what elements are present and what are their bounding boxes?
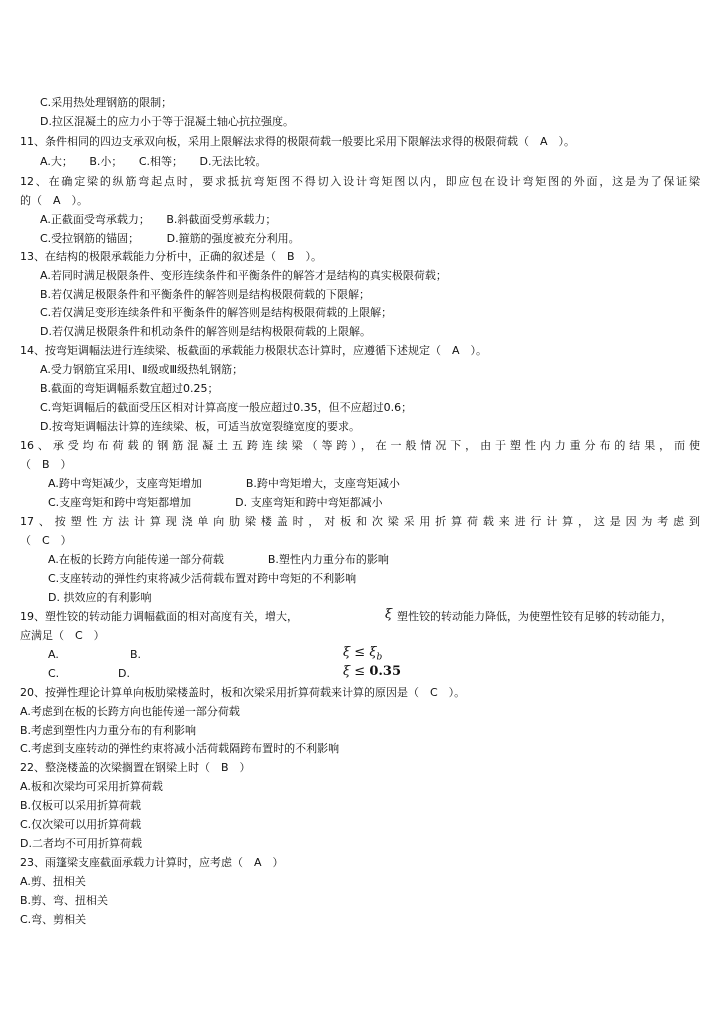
text-line: C.仅次梁可以用折算荷载 [20, 818, 142, 831]
text-line: B.考虑到塑性内力重分布的有利影响 [20, 724, 197, 737]
text-line: C.若仅满足变形连续条件和平衡条件的解答则是结构极限荷载的上限解； [40, 306, 393, 319]
text-line: D.拉区混凝土的应力小于等于混凝土轴心抗拉强度。 [40, 115, 294, 128]
option-c: C. [48, 667, 60, 680]
option-a: A. [48, 648, 59, 661]
text-line: A.若同时满足极限条件、变形连续条件和平衡条件的解答才是结构的真实极限荷载； [40, 269, 447, 282]
question-23: 23、雨篷梁支座截面承载力计算时，应考虑（ A ） [20, 856, 284, 869]
option-d: D. [118, 667, 130, 680]
question-13: 13、在结构的极限承载能力分析中，正确的叙述是（ B ）。 [20, 250, 323, 263]
text-line: 塑性铰的转动能力降低，为使塑性铰有足够的转动能力， [397, 610, 672, 623]
option-b: B. [130, 648, 142, 661]
text-line: （ C ） [20, 534, 72, 547]
formula-d: ξ ≤ 0.35 [343, 664, 401, 679]
text-line: C.采用热处理钢筋的限制； [40, 96, 173, 109]
text-line: B.仅板可以采用折算荷载 [20, 799, 142, 812]
question-17: 17、按塑性方法计算现浇单向肋梁楼盖时，对板和次梁采用折算荷载来进行计算，这是因为考虑到 [20, 515, 700, 528]
text-line: A.受力钢筋宜采用Ⅰ、Ⅱ级或Ⅲ级热轧钢筋； [40, 363, 244, 376]
text-line: C.支座弯矩和跨中弯矩都增加 D. 支座弯矩和跨中弯矩都减小 [48, 496, 383, 509]
text-line: B.截面的弯矩调幅系数宜超过0.25； [40, 382, 219, 395]
text-line: A.在板的长跨方向能传递一部分荷载 B.塑性内力重分布的影响 [48, 553, 389, 566]
question-22: 22、整浇楼盖的次梁搁置在钢梁上时（ B ） [20, 761, 251, 774]
xi-symbol: ξ [385, 607, 393, 622]
text-line: C.考虑到支座转动的弹性约束将减小活荷载隔跨布置时的不利影响 [20, 742, 340, 755]
question-14: 14、按弯矩调幅法进行连续梁、板截面的承载能力极限状态计算时，应遵循下述规定（ A ）。 [20, 344, 488, 357]
text-line: 应满足（ C ） [20, 629, 105, 642]
text-line: 的（ A ）。 [20, 194, 89, 207]
formula-b: $\xi \le \xi_b$ [343, 645, 383, 663]
text-line: A.正截面受弯承载力； B.斜截面受剪承载力； [40, 213, 277, 226]
question-20: 20、按弹性理论计算单向板肋梁楼盖时，板和次梁采用折算荷载来计算的原因是（ C ）。 [20, 686, 466, 699]
question-19: 19、塑性铰的转动能力调幅截面的相对高度有关，增大， [20, 610, 298, 623]
text-line: B.剪、弯、扭相关 [20, 894, 109, 907]
text-line: C.支座转动的弹性约束将减少活荷载布置对跨中弯矩的不利影响 [48, 572, 357, 585]
question-16: 16、承受均布荷载的钢筋混凝土五跨连续梁（等跨），在一般情况下，由于塑性内力重分布的结果，而使 [20, 439, 700, 452]
text-line: D.若仅满足极限条件和机动条件的解答则是结构极限荷载的上限解。 [40, 325, 371, 338]
text-line: A.跨中弯矩减少，支座弯矩增加 B.跨中弯矩增大，支座弯矩减小 [48, 477, 400, 490]
text-line: D.二者均不可用折算荷载 [20, 837, 142, 850]
text-line: A.剪、扭相关 [20, 875, 86, 888]
text-line: C.弯、剪相关 [20, 913, 87, 926]
text-line: A.考虑到在板的长跨方向也能传递一部分荷载 [20, 705, 240, 718]
text-line: C.受拉钢筋的锚固； D.箍筋的强度被充分利用。 [40, 232, 300, 245]
question-12: 12、在确定梁的纵筋弯起点时，要求抵抗弯矩图不得切入设计弯矩图以内，即应包在设计弯矩图的外面，这是为了保证梁 [20, 175, 700, 188]
text-line: B.若仅满足极限条件和平衡条件的解答则是结构极限荷载的下限解； [40, 288, 371, 301]
text-line: A.大； B.小； C.相等； D.无法比较。 [40, 155, 267, 168]
text-line: D. 拱效应的有利影响 [48, 591, 152, 604]
text-line: D.按弯矩调幅法计算的连续梁、板，可适当放宽裂缝宽度的要求。 [40, 420, 360, 433]
text-line: （ B ） [20, 458, 72, 471]
question-11: 11、条件相同的四边支承双向板，采用上限解法求得的极限荷载一般要比采用下限解法求得的极限荷载（ A ）。 [20, 135, 576, 148]
text-line: C.弯矩调幅后的截面受压区相对计算高度一般应超过0.35，但不应超过0.6； [40, 401, 413, 414]
text-line: A.板和次梁均可采用折算荷载 [20, 780, 163, 793]
